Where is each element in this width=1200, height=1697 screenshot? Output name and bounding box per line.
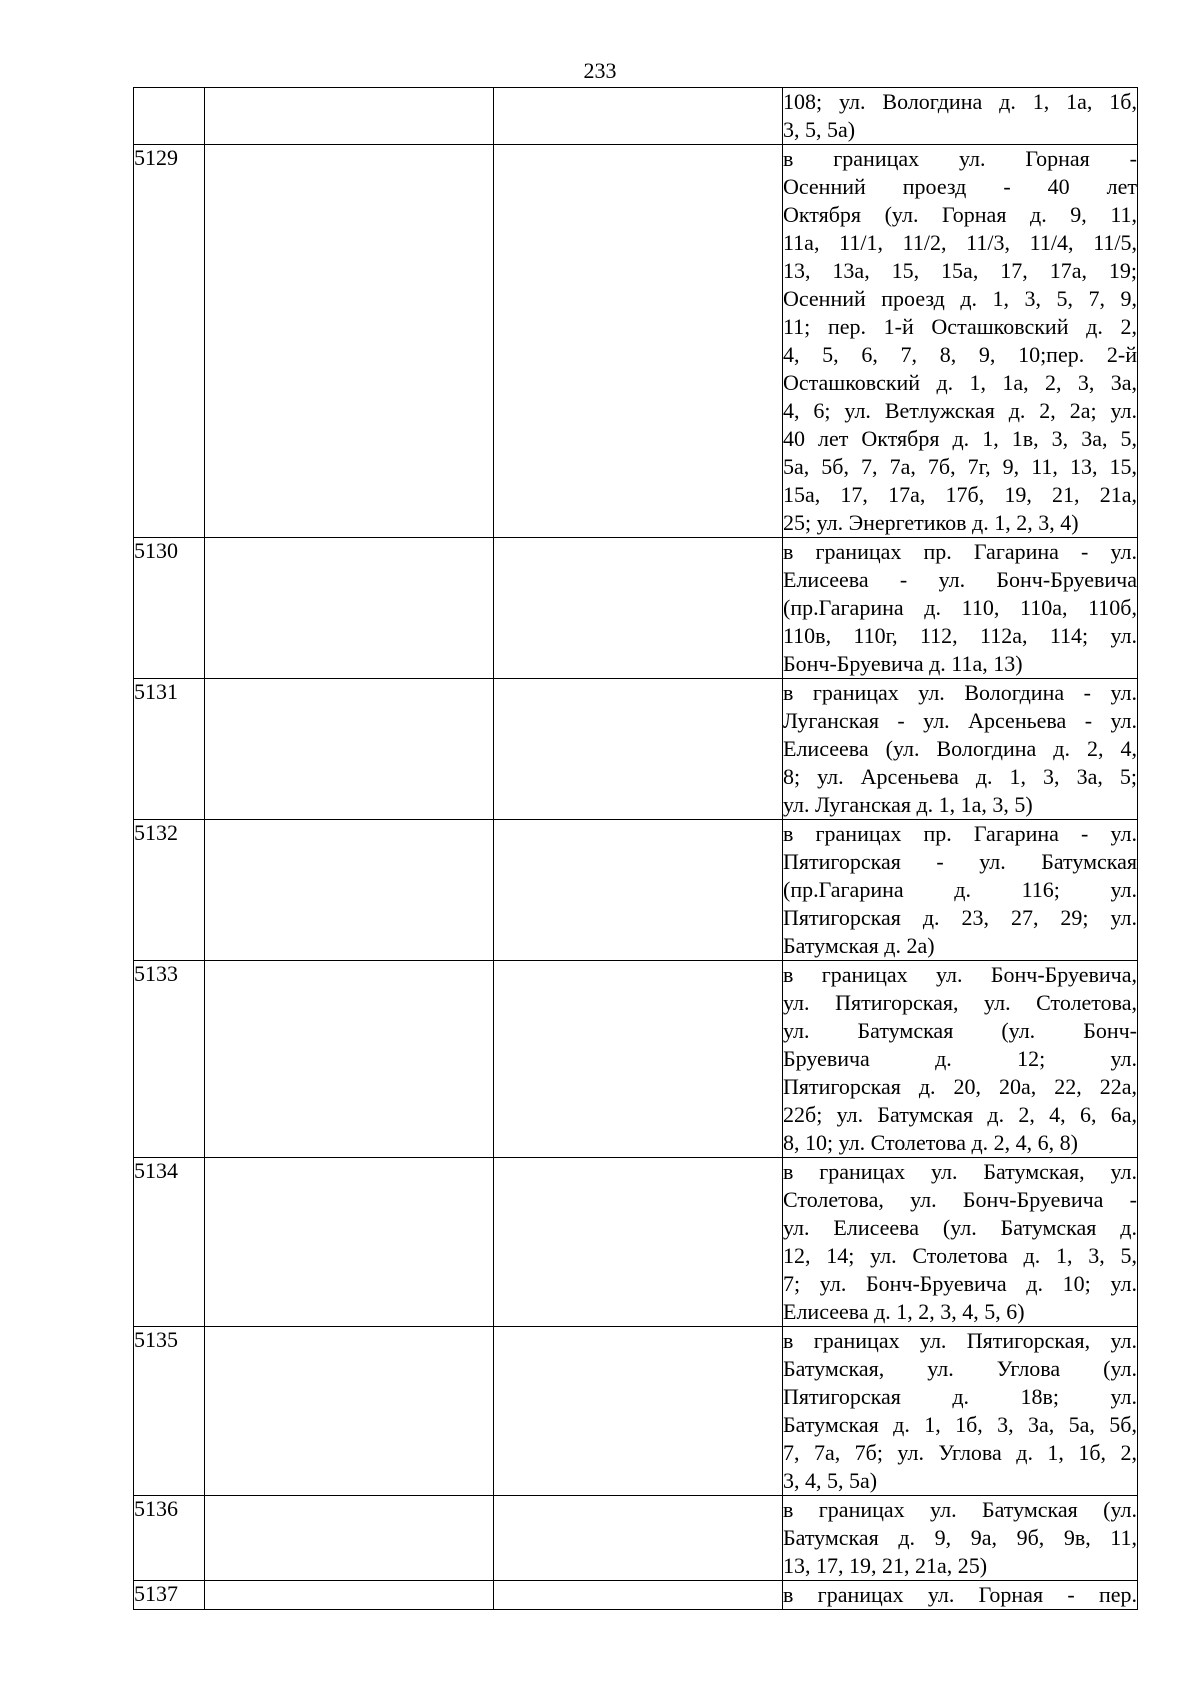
empty-cell-col3 (494, 820, 783, 961)
description-line: в границах ул. Горная - пер. (783, 1582, 1137, 1607)
table-row (134, 679, 1138, 820)
empty-cell-col2 (205, 88, 494, 145)
description-line: (пр.Гагарина д. 110, 110а, 110б, (783, 595, 1137, 620)
table-row (134, 145, 1138, 538)
description-line: в границах пр. Гагарина - ул. (783, 539, 1137, 564)
boundary-description-cell (783, 538, 1138, 679)
empty-cell-col2 (205, 1581, 494, 1610)
empty-cell-col3 (494, 961, 783, 1158)
description-line: в границах ул. Батумская (ул. (783, 1497, 1137, 1522)
district-number-cell: 5132 (134, 820, 205, 961)
description-line: ул. Пятигорская, ул. Столетова, (783, 990, 1137, 1015)
description-line: в границах ул. Вологдина - ул. (783, 680, 1137, 705)
empty-cell-col2 (205, 145, 494, 538)
description-line: в границах пр. Гагарина - ул. (783, 821, 1137, 846)
table-row (134, 1496, 1138, 1581)
empty-cell-col3 (494, 679, 783, 820)
table-row (134, 820, 1138, 961)
page-number: 233 (583, 58, 617, 83)
district-number-cell: 5136 (134, 1496, 205, 1581)
description-line: 8, 10; ул. Столетова д. 2, 4, 6, 8) (783, 1130, 1078, 1155)
boundary-description-cell (783, 1158, 1138, 1327)
empty-cell-col3 (494, 88, 783, 145)
description-line: Осенний проезд - 40 лет (783, 174, 1137, 199)
boundary-description-cell (783, 1327, 1138, 1496)
table-row (134, 88, 1138, 145)
description-line: 7, 7а, 7б; ул. Углова д. 1, 1б, 2, (783, 1440, 1137, 1465)
district-number-cell: 5134 (134, 1158, 205, 1327)
description-line: 11; пер. 1-й Осташковский д. 2, (783, 314, 1137, 339)
description-line: Батумская, ул. Углова (ул. (783, 1356, 1137, 1381)
empty-cell-col2 (205, 679, 494, 820)
description-line: 4, 5, 6, 7, 8, 9, 10;пер. 2-й (783, 342, 1137, 367)
description-line: 12, 14; ул. Столетова д. 1, 3, 5, (783, 1243, 1137, 1268)
description-line: 108; ул. Вологдина д. 1, 1а, 1б, (783, 89, 1137, 114)
description-line: Осенний проезд д. 1, 3, 5, 7, 9, (783, 286, 1137, 311)
description-line: Луганская - ул. Арсеньева - ул. (783, 708, 1137, 733)
description-line: в границах ул. Бонч-Бруевича, (783, 962, 1137, 987)
empty-cell-col3 (494, 1327, 783, 1496)
empty-cell-col2 (205, 961, 494, 1158)
description-line: Бруевича д. 12; ул. (783, 1046, 1137, 1071)
empty-cell-col3 (494, 538, 783, 679)
description-line: 7; ул. Бонч-Бруевича д. 10; ул. (783, 1271, 1137, 1296)
district-number-cell: 5129 (134, 145, 205, 538)
description-line: 4, 6; ул. Ветлужская д. 2, 2а; ул. (783, 398, 1137, 423)
description-line: 22б; ул. Батумская д. 2, 4, 6, 6а, (783, 1102, 1137, 1127)
boundary-description-cell (783, 1496, 1138, 1581)
description-line: (пр.Гагарина д. 116; ул. (783, 877, 1137, 902)
description-line: 13, 13а, 15, 15а, 17, 17а, 19; (783, 258, 1137, 283)
description-line: Столетова, ул. Бонч-Бруевича - (783, 1187, 1137, 1212)
table-row (134, 1158, 1138, 1327)
empty-cell-col2 (205, 538, 494, 679)
description-line: 15а, 17, 17а, 17б, 19, 21, 21а, (783, 482, 1137, 507)
description-line: Елисеева - ул. Бонч-Бруевича (783, 567, 1137, 592)
district-number-cell: 5131 (134, 679, 205, 820)
description-line: Елисеева д. 1, 2, 3, 4, 5, 6) (783, 1299, 1025, 1324)
table-body (134, 88, 1138, 1610)
description-line: 25; ул. Энергетиков д. 1, 2, 3, 4) (783, 510, 1079, 535)
boundary-description-cell (783, 1581, 1138, 1610)
district-number-cell: 5135 (134, 1327, 205, 1496)
description-line: 40 лет Октября д. 1, 1в, 3, 3а, 5, (783, 426, 1137, 451)
description-line: в границах ул. Пятигорская, ул. (783, 1328, 1137, 1353)
table-row (134, 538, 1138, 679)
district-number-cell (134, 88, 205, 145)
district-number-cell: 5130 (134, 538, 205, 679)
empty-cell-col2 (205, 1496, 494, 1581)
description-line: Батумская д. 9, 9а, 9б, 9в, 11, (783, 1525, 1137, 1550)
district-number-cell: 5137 (134, 1581, 205, 1610)
empty-cell-col3 (494, 1496, 783, 1581)
description-line: ул. Луганская д. 1, 1а, 3, 5) (783, 792, 1033, 817)
description-line: 8; ул. Арсеньева д. 1, 3, 3а, 5; (783, 764, 1137, 789)
empty-cell-col2 (205, 1158, 494, 1327)
district-number-cell: 5133 (134, 961, 205, 1158)
description-line: Пятигорская д. 20, 20а, 22, 22а, (783, 1074, 1137, 1099)
description-line: 110в, 110г, 112, 112а, 114; ул. (783, 623, 1137, 648)
description-line: Пятигорская д. 18в; ул. (783, 1384, 1137, 1409)
description-line: ул. Батумская (ул. Бонч- (783, 1018, 1137, 1043)
description-line: Пятигорская - ул. Батумская (783, 849, 1137, 874)
description-line: Батумская д. 1, 1б, 3, 3а, 5а, 5б, (783, 1412, 1137, 1437)
description-line: 13, 17, 19, 21, 21а, 25) (783, 1553, 988, 1578)
description-line: в границах ул. Батумская, ул. (783, 1159, 1137, 1184)
description-line: Бонч-Бруевича д. 11а, 13) (783, 651, 1023, 676)
table-row (134, 961, 1138, 1158)
description-line: Пятигорская д. 23, 27, 29; ул. (783, 905, 1137, 930)
description-line: Осташковский д. 1, 1а, 2, 3, 3а, (783, 370, 1137, 395)
empty-cell-col3 (494, 1581, 783, 1610)
boundary-description-cell (783, 88, 1138, 145)
empty-cell-col2 (205, 1327, 494, 1496)
description-line: 5а, 5б, 7, 7а, 7б, 7г, 9, 11, 13, 15, (783, 454, 1137, 479)
description-line: 3, 4, 5, 5а) (783, 1468, 878, 1493)
description-line: Батумская д. 2а) (783, 933, 935, 958)
empty-cell-col2 (205, 820, 494, 961)
table-row (134, 1327, 1138, 1496)
description-line: Октября (ул. Горная д. 9, 11, (783, 202, 1137, 227)
description-line: в границах ул. Горная - (783, 146, 1137, 171)
boundary-description-cell (783, 820, 1138, 961)
empty-cell-col3 (494, 145, 783, 538)
description-line: 11а, 11/1, 11/2, 11/3, 11/4, 11/5, (783, 230, 1137, 255)
description-line: Елисеева (ул. Вологдина д. 2, 4, (783, 736, 1137, 761)
district-table (133, 87, 1138, 1610)
boundary-description-cell (783, 145, 1138, 538)
empty-cell-col3 (494, 1158, 783, 1327)
description-line: ул. Елисеева (ул. Батумская д. (783, 1215, 1137, 1240)
boundary-description-cell (783, 961, 1138, 1158)
table-row (134, 1581, 1138, 1610)
description-line: 3, 5, 5а) (783, 117, 856, 142)
boundary-description-cell (783, 679, 1138, 820)
